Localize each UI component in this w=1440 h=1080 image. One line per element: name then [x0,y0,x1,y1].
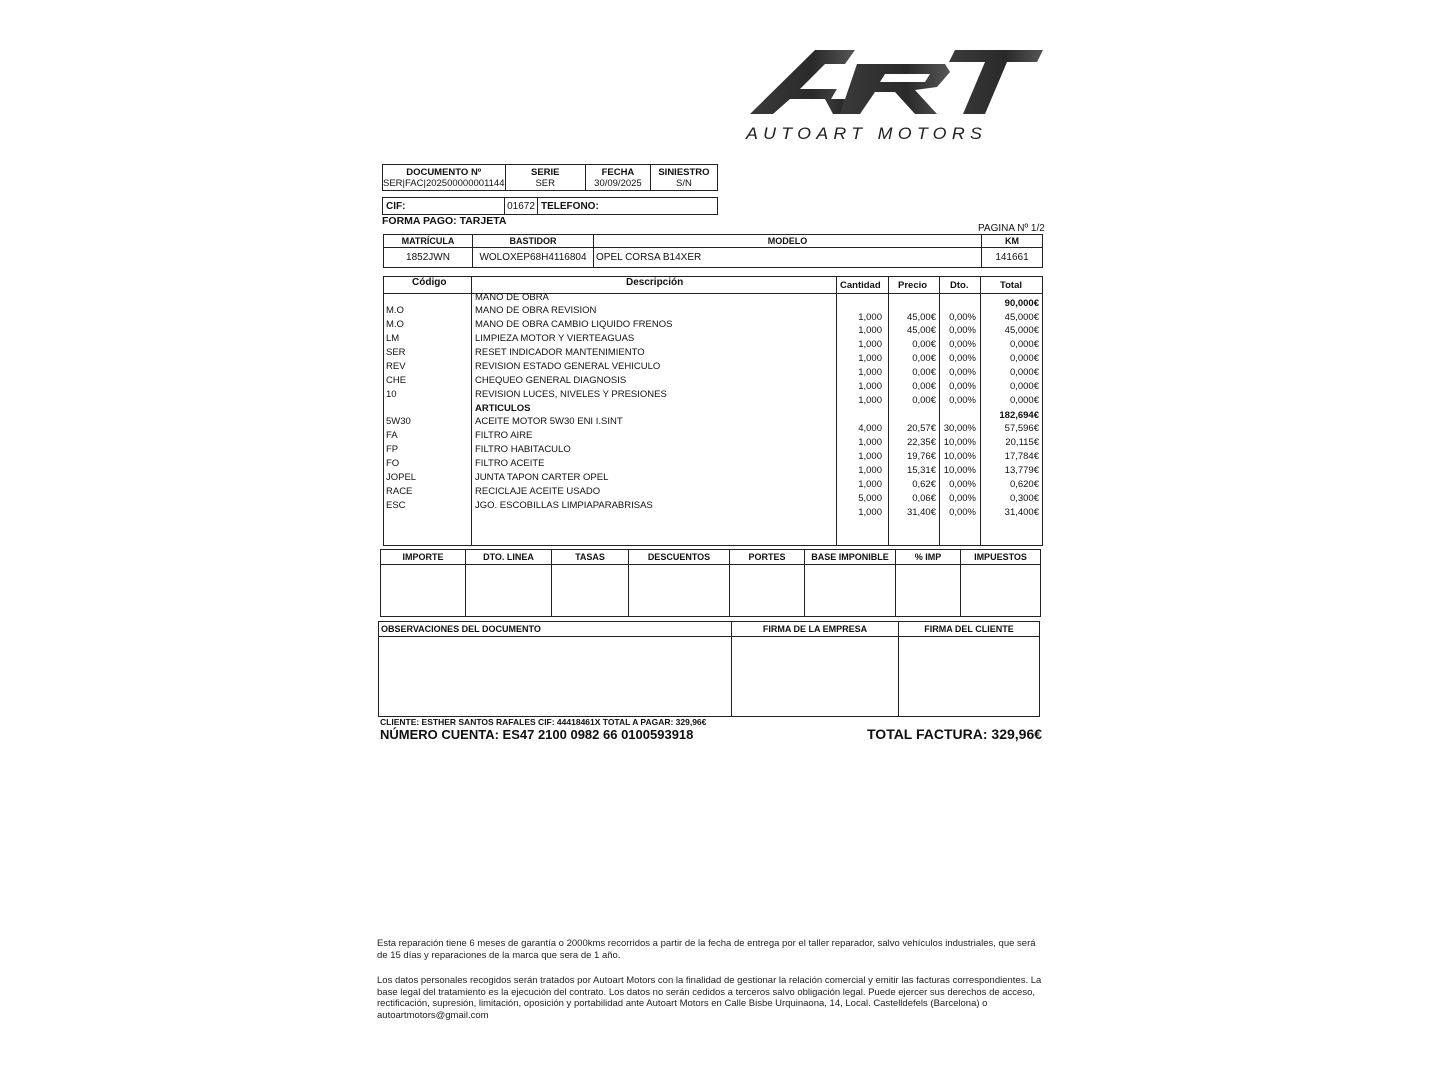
documento-label: DOCUMENTO Nº [406,166,482,178]
item-dto: 10,00% [943,437,976,448]
item-precio: 0,62€ [912,479,936,490]
pct-imp-label: % IMP [896,550,961,565]
firma-cliente-area [899,637,1040,717]
impuestos-value [961,565,1041,617]
subtotal-value: 90,000€ [1004,298,1039,309]
base-imponible-value [805,565,896,617]
modelo-label: MODELO [594,235,982,248]
item-precio: 15,31€ [906,465,936,476]
item-descripcion: REVISION ESTADO GENERAL VEHICULO [475,361,661,372]
fecha-value: 30/09/2025 [594,177,642,189]
item-total: 0,300€ [1009,493,1039,504]
item-descripcion: FILTRO AIRE [475,430,533,441]
item-descripcion: JGO. ESCOBILLAS LIMPIAPARABRISAS [475,500,653,511]
importe-label: IMPORTE [381,550,466,565]
item-cantidad: 4,000 [858,423,882,434]
item-codigo: RACE [386,486,413,497]
serie-value: SER [535,177,556,189]
observaciones-area [379,637,732,717]
bastidor-label: BASTIDOR [473,235,594,248]
item-total: 45,000€ [1004,325,1039,336]
item-precio: 0,00€ [912,381,936,392]
item-precio: 19,76€ [906,451,936,462]
col-cantidad: Cantidad [840,280,881,291]
item-cantidad: 1,000 [858,507,882,518]
item-precio: 22,35€ [906,437,936,448]
item-dto: 0,00% [949,312,976,323]
item-descripcion: REVISION LUCES, NIVELES Y PRESIONES [475,389,667,400]
item-descripcion: RESET INDICADOR MANTENIMIENTO [475,347,645,358]
item-codigo: JOPEL [386,472,417,483]
forma-pago: FORMA PAGO: TARJETA [382,215,507,227]
item-dto: 0,00% [949,325,976,336]
item-cantidad: 1,000 [858,465,882,476]
cif-label: CIF: [383,198,505,215]
company-name: AUTOART MOTORS [746,124,988,143]
item-codigo: M.O [386,305,404,316]
cif-code: 01672 [505,198,538,215]
item-total: 0,000€ [1009,395,1039,406]
km-label: KM [982,235,1043,248]
summary-table [380,549,1041,617]
item-dto: 0,00% [949,367,976,378]
item-codigo: SER [386,347,406,358]
item-codigo: REV [386,361,406,372]
firma-empresa-area [732,637,899,717]
item-cantidad: 1,000 [858,479,882,490]
base-imponible-label: BASE IMPONIBLE [805,550,896,565]
item-dto: 0,00% [949,395,976,406]
siniestro-label: SINIESTRO [658,166,710,178]
cif-table [382,197,718,215]
item-precio: 31,40€ [906,507,936,518]
item-cantidad: 1,000 [858,395,882,406]
item-cantidad: 1,000 [858,367,882,378]
item-cantidad: 1,000 [858,353,882,364]
item-precio: 0,00€ [912,339,936,350]
art-logo-icon [745,42,1045,122]
importe-value [381,565,466,617]
item-precio: 45,00€ [906,325,936,336]
observaciones-label: OBSERVACIONES DEL DOCUMENTO [379,622,732,637]
subtotal-value: 182,694€ [999,410,1039,421]
numero-cuenta: NÚMERO CUENTA: ES47 2100 0982 66 0100593918 [380,727,694,742]
tasas-label: TASAS [552,550,629,565]
tasas-value [552,565,629,617]
item-precio: 0,06€ [912,493,936,504]
bastidor-value: WOLOXEP68H4116804 [473,248,594,268]
descuentos-value [629,565,730,617]
table-row-values [384,506,1042,520]
col-total: Total [1000,280,1022,291]
item-dto: 0,00% [949,339,976,350]
descuentos-label: DESCUENTOS [629,550,730,565]
item-cantidad: 1,000 [858,451,882,462]
pagina-number: PAGINA Nº 1/2 [978,223,1045,234]
col-precio: Precio [898,280,928,291]
item-total: 45,000€ [1004,312,1039,323]
item-descripcion: JUNTA TAPON CARTER OPEL [475,472,609,483]
impuestos-label: IMPUESTOS [961,550,1041,565]
garantia-text: Esta reparación tiene 6 meses de garantía o 2000kms recorridos a partir de la fecha de entrega por el taller reparador, salvo vehículos industriales, que será de 15 días y reparaciones de la marca que sera de 1 año. [377,938,1036,961]
item-cantidad: 5,000 [858,493,882,504]
item-dto: 0,00% [949,479,976,490]
item-cantidad: 1,000 [858,437,882,448]
item-codigo: FA [386,430,398,441]
matricula-value: 1852JWN [384,248,473,268]
item-cantidad: 1,000 [858,381,882,392]
dto-linea-value [466,565,552,617]
item-cantidad: 1,000 [858,325,882,336]
item-codigo: CHE [386,375,407,386]
item-codigo: ESC [386,500,406,511]
item-codigo: 10 [386,389,397,400]
item-cantidad: 1,000 [858,312,882,323]
item-total: 57,596€ [1004,423,1039,434]
item-total: 31,400€ [1004,507,1039,518]
item-codigo: FP [386,444,399,455]
serie-label: SERIE [530,166,560,178]
items-table [383,276,1043,546]
siniestro-value: S/N [676,177,692,189]
item-dto: 10,00% [943,465,976,476]
item-total: 13,779€ [1004,465,1039,476]
col-dto: Dto. [950,280,969,291]
item-descripcion: CHEQUEO GENERAL DIAGNOSIS [475,375,627,386]
item-descripcion: ACEITE MOTOR 5W30 ENI I.SINT [475,416,623,427]
item-precio: 0,00€ [912,353,936,364]
item-dto: 0,00% [949,381,976,392]
modelo-value: OPEL CORSA B14XER [594,248,982,268]
col-descripcion: Descripción [626,277,684,288]
vehicle-table [383,234,1043,268]
item-precio: 45,00€ [906,312,936,323]
matricula-label: MATRÍCULA [384,235,473,248]
item-codigo: 5W30 [386,416,411,427]
telefono-label: TELEFONO: [538,198,718,215]
group-label: ARTICULOS [475,403,531,414]
serie-cell [505,165,585,191]
cliente-line: CLIENTE: ESTHER SANTOS RAFALES CIF: 44418461X TOTAL A PAGAR: 329,96€ [380,717,707,727]
dto-linea-label: DTO. LINEA [466,550,552,565]
document-header-table [382,164,718,191]
item-precio: 20,57€ [906,423,936,434]
firma-empresa-label: FIRMA DE LA EMPRESA [732,622,899,637]
fecha-cell [585,165,650,191]
item-dto: 0,00% [949,353,976,364]
documento-value: SER|FAC|202500000001144 [383,177,505,189]
pct-imp-value [896,565,961,617]
total-factura: TOTAL FACTURA: 329,96€ [867,726,1043,742]
siniestro-cell [650,165,717,191]
item-dto: 0,00% [949,493,976,504]
item-total: 0,000€ [1009,381,1039,392]
portes-label: PORTES [730,550,805,565]
item-total: 0,000€ [1009,353,1039,364]
fecha-label: FECHA [601,166,635,178]
firma-cliente-label: FIRMA DEL CLIENTE [899,622,1040,637]
documento-cell [383,165,506,191]
col-codigo: Código [412,277,447,288]
item-dto: 10,00% [943,451,976,462]
group-label: MANO DE OBRA [475,292,549,303]
item-precio: 0,00€ [912,367,936,378]
privacidad-text: Los datos personales recogidos serán tratados por Autoart Motors con la finalidad de gestionar la relación comercial y emitir las facturas correspondientes. La base legal del tratamiento es la ejecución del contrato. Los datos no serán cedidos a terceros salvo obligación legal. Puede ejercer sus derechos de acceso, rectificación, supresión, limitación, oposición y portabilidad ante Autoart Motors en Calle Bisbe Urquinaona, 14, Local. Castelldefels (Barcelona) o autoartmotors@gmail.com [377,975,1042,1021]
item-descripcion: RECICLAJE ACEITE USADO [475,486,601,497]
item-total: 17,784€ [1004,451,1039,462]
item-descripcion: MANO DE OBRA CAMBIO LIQUIDO FRENOS [475,319,673,330]
portes-value [730,565,805,617]
km-value: 141661 [982,248,1043,268]
item-total: 0,000€ [1009,367,1039,378]
item-cantidad: 1,000 [858,339,882,350]
item-dto: 0,00% [949,507,976,518]
item-codigo: LM [386,333,400,344]
item-codigo: FO [386,458,400,469]
signatures-table [378,621,1040,717]
item-total: 0,000€ [1009,339,1039,350]
item-total: 0,620€ [1009,479,1039,490]
item-dto: 30,00% [943,423,976,434]
item-total: 20,115€ [1005,437,1039,448]
item-descripcion: LIMPIEZA MOTOR Y VIERTEAGUAS [475,333,635,344]
item-descripcion: MANO DE OBRA REVISION [475,305,597,316]
item-descripcion: FILTRO ACEITE [475,458,545,469]
item-descripcion: FILTRO HABITACULO [475,444,571,455]
item-precio: 0,00€ [912,395,936,406]
item-codigo: M.O [386,319,404,330]
